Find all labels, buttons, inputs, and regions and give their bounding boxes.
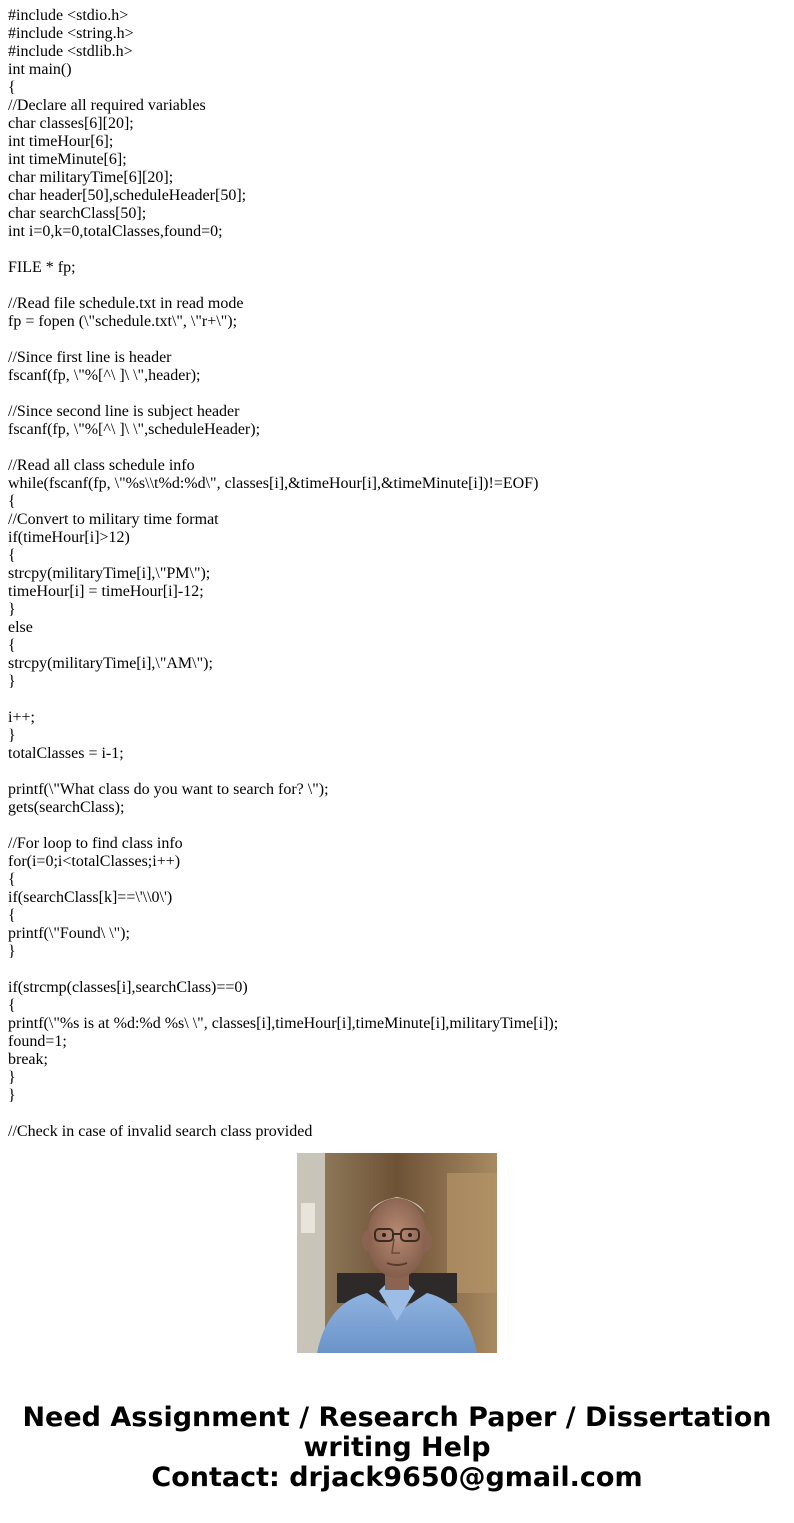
code-line: #include <stdio.h> (8, 7, 129, 24)
code-line: { (8, 997, 16, 1014)
code-line: FILE * fp; (8, 259, 76, 276)
code-line (8, 1105, 788, 1123)
code-line: { (8, 637, 16, 654)
code-line (8, 817, 788, 835)
code-line: { (8, 871, 16, 888)
code-line: break; (8, 1051, 48, 1068)
code-line: if(timeHour[i]>12) (8, 529, 130, 546)
code-line: { (8, 907, 16, 924)
code-line (8, 763, 788, 781)
code-line: //Read file schedule.txt in read mode (8, 295, 244, 312)
code-line: #include <string.h> (8, 25, 134, 42)
code-line: int i=0,k=0,totalClasses,found=0; (8, 223, 223, 240)
code-line: //Declare all required variables (8, 97, 206, 114)
code-line: #include <stdlib.h> (8, 43, 133, 60)
code-line (8, 961, 788, 979)
author-avatar (297, 1153, 497, 1353)
code-line: char header[50],scheduleHeader[50]; (8, 187, 247, 204)
code-line: char searchClass[50]; (8, 205, 147, 222)
code-line: strcpy(militaryTime[i],\"AM\"); (8, 655, 213, 672)
portrait-image (297, 1153, 497, 1353)
code-line: } (8, 1069, 16, 1086)
code-line: char militaryTime[6][20]; (8, 169, 174, 186)
code-line: int timeHour[6]; (8, 133, 114, 150)
code-line: timeHour[i] = timeHour[i]-12; (8, 583, 204, 600)
code-line: //Since second line is subject header (8, 403, 240, 420)
code-line: strcpy(militaryTime[i],\"PM\"); (8, 565, 211, 582)
code-line: //For loop to find class info (8, 835, 183, 852)
code-line: //Convert to military time format (8, 511, 219, 528)
code-line: printf(\"%s is at %d:%d %s\ \", classes[i],timeHour[i],timeMinute[i],militaryTime[i]); (8, 1015, 559, 1032)
code-line: } (8, 943, 16, 960)
code-line: if(searchClass[k]==\'\\0\') (8, 889, 173, 906)
code-line: //Since first line is header (8, 349, 172, 366)
code-line: int main() (8, 61, 72, 78)
code-line (8, 331, 788, 349)
code-line: fscanf(fp, \"%[^\ ]\ \",scheduleHeader); (8, 421, 261, 438)
code-line: printf(\"Found\ \"); (8, 925, 130, 942)
code-line (8, 439, 788, 457)
code-line: { (8, 547, 16, 564)
code-line: } (8, 1087, 16, 1104)
code-line: totalClasses = i-1; (8, 745, 124, 762)
promo-contact: Contact: drjack9650@gmail.com (151, 1462, 643, 1493)
code-line: found=1; (8, 1033, 67, 1050)
code-line: fscanf(fp, \"%[^\ ]\ \",header); (8, 367, 201, 384)
code-line: } (8, 601, 16, 618)
code-listing (8, 7, 788, 1140)
code-line: printf(\"What class do you want to search for? \"); (8, 781, 329, 798)
promo-line-1: Need Assignment / Research Paper / Dissertation (22, 1402, 772, 1433)
code-line: else (8, 619, 33, 636)
code-line: i++; (8, 709, 35, 726)
code-line: { (8, 79, 16, 96)
code-line (8, 691, 788, 709)
code-line: int timeMinute[6]; (8, 151, 127, 168)
code-line (8, 385, 788, 403)
code-line: for(i=0;i<totalClasses;i++) (8, 853, 181, 870)
promo-line-2: writing Help (303, 1432, 491, 1463)
promo-banner (0, 1403, 794, 1493)
code-line: char classes[6][20]; (8, 115, 134, 132)
code-line: //Check in case of invalid search class provided (8, 1123, 313, 1140)
code-line: //Read all class schedule info (8, 457, 195, 474)
code-line: gets(searchClass); (8, 799, 125, 816)
code-line: { (8, 493, 16, 510)
code-line: } (8, 673, 16, 690)
code-line (8, 277, 788, 295)
code-line: if(strcmp(classes[i],searchClass)==0) (8, 979, 248, 996)
code-line (8, 241, 788, 259)
code-line: fp = fopen (\"schedule.txt\", \"r+\"); (8, 313, 238, 330)
code-line: while(fscanf(fp, \"%s\\t%d:%d\", classes[i],&timeHour[i],&timeMinute[i])!=EOF) (8, 475, 539, 492)
code-line: } (8, 727, 16, 744)
